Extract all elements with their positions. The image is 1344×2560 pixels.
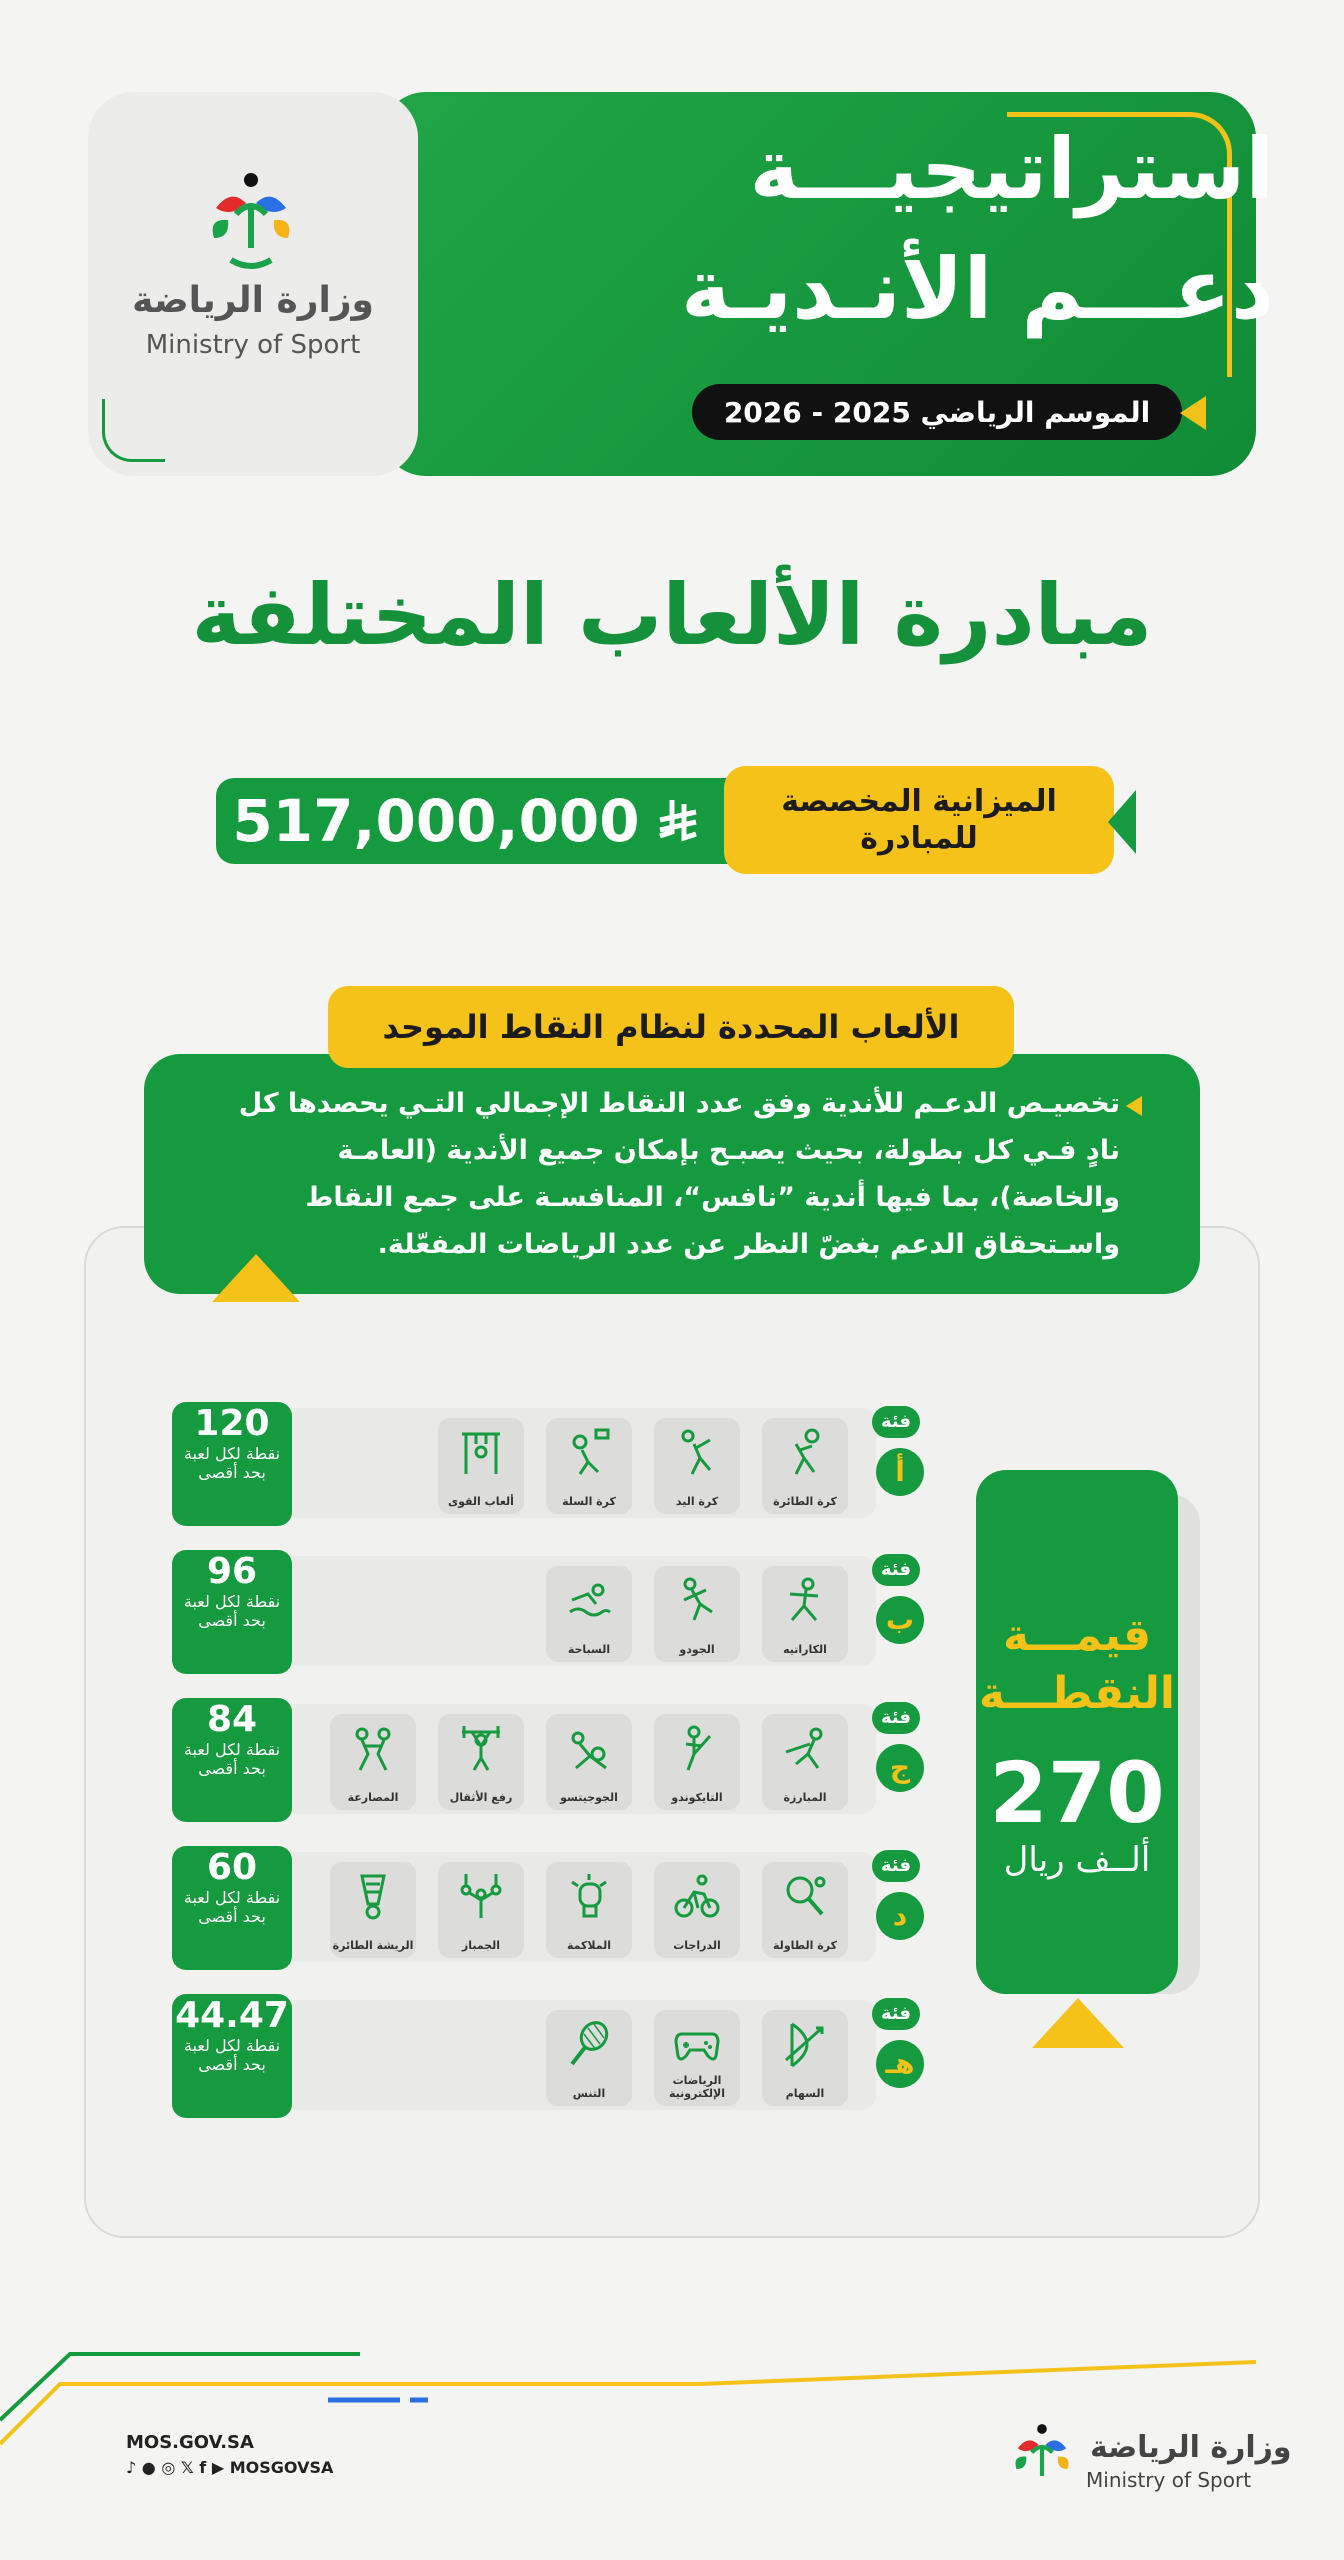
sport-label: كرة الطاولة (773, 1939, 837, 1952)
category-points-box (172, 1846, 292, 1970)
sport-tile (546, 1566, 632, 1662)
sport-tile (438, 1714, 524, 1810)
sport-label: الجمباز (461, 1939, 501, 1952)
riyal-icon (658, 798, 698, 844)
swimming-icon (566, 1576, 612, 1626)
rules-text: تخصيـص الدعـم للأندية وفق عدد النقاط الإجمالي التـي يحصدها كل نادٍ فـي كل بطولة، بحيث يصبـح بإمكان جميع الأندية (العامـة والخاصة)، بما فيها أندية ”نافس“، المنافسـة على جمع النقاط واسـتحقاق الدعم بغضّ النظر عن عدد الرياضات المفعّلة. (238, 1088, 1120, 1260)
sport-label: كرة اليد (675, 1495, 719, 1508)
sport-label: كرة السلة (562, 1495, 616, 1508)
jiujitsu-icon (566, 1724, 612, 1774)
sport-label: الجودو (679, 1643, 715, 1656)
footer-ministry-en: Ministry of Sport (1086, 2468, 1252, 2492)
volleyball-icon (782, 1428, 828, 1478)
sport-label: المبارزة (783, 1791, 827, 1804)
sport-label: المصارعة (347, 1791, 399, 1804)
category-points-text: نقطة لكل لعبة بحد أقصى (183, 2036, 281, 2074)
basketball-icon (566, 1428, 612, 1478)
judo-icon (674, 1576, 720, 1626)
footer-social (126, 2458, 333, 2477)
category-row (172, 1402, 912, 1518)
page-title-line1: استراتيجيـــة (749, 120, 1274, 218)
boxing-icon (566, 1872, 612, 1922)
sport-tile (762, 1862, 848, 1958)
category-points: 96 (206, 1551, 258, 1592)
sport-tile (762, 1714, 848, 1810)
sport-label: رفع الأثقال (449, 1791, 513, 1804)
season-badge: الموسم الرياضي 2025 - 2026 (692, 384, 1182, 440)
point-value-card (976, 1470, 1178, 1994)
point-value: 270 (989, 1744, 1165, 1842)
badminton-icon (350, 1872, 396, 1922)
category-tag: فئة (872, 1998, 920, 2030)
ministry-name-ar: وزارة الرياضة (132, 280, 374, 321)
handball-icon (674, 1428, 720, 1478)
budget-label: الميزانية المخصصة للمبادرة (724, 766, 1114, 874)
esports-icon (674, 2020, 720, 2070)
rules-heading: الألعاب المحددة لنظام النقاط الموحد (328, 986, 1014, 1068)
category-points: 120 (194, 1403, 270, 1444)
category-points: 84 (206, 1699, 258, 1740)
sport-label: كرة الطائرة (773, 1495, 837, 1508)
footer-logo-icon (1004, 2420, 1080, 2496)
category-tag: فئة (872, 1406, 920, 1438)
sport-label: السهام (785, 2087, 825, 2100)
category-tag: فئة (872, 1850, 920, 1882)
category-points: 60 (206, 1847, 258, 1888)
budget-amount: 517,000,000 (232, 787, 640, 855)
category-points-box (172, 1402, 292, 1526)
sport-tile (330, 1862, 416, 1958)
point-label-line2: النقطـــة (979, 1668, 1175, 1719)
sport-tile (654, 1566, 740, 1662)
logo-card-corner (102, 399, 165, 462)
footer-website[interactable]: MOS.GOV.SA (126, 2432, 254, 2453)
sport-label: الريشة الطائرة (332, 1939, 414, 1952)
point-unit: ألــف ريال (1003, 1840, 1151, 1880)
category-row (172, 1550, 915, 1666)
category-letter: د (876, 1892, 924, 1940)
category-points-box (172, 1698, 292, 1822)
category-letter: ج (876, 1744, 924, 1792)
sport-label: التنس (572, 2087, 606, 2100)
rules-bullet-icon (1126, 1096, 1142, 1116)
sport-tile (762, 1566, 848, 1662)
point-label-line1: قيمـــة (1002, 1610, 1152, 1661)
sport-label: الدراجات (673, 1939, 721, 1952)
sport-tile (762, 1418, 848, 1514)
category-letter: أ (876, 1448, 924, 1496)
budget-arrow-icon (1108, 790, 1136, 854)
category-points: 44.47 (175, 1995, 289, 2036)
taekwondo-icon (674, 1724, 720, 1774)
category-points-text: نقطة لكل لعبة بحد أقصى (183, 1740, 281, 1778)
point-pointer-icon (1032, 1998, 1124, 2048)
category-row (172, 1698, 912, 1814)
sport-tile (546, 1714, 632, 1810)
page-title-line2: دعـــم الأنـديـة (680, 240, 1274, 338)
category-points-text: نقطة لكل لعبة بحد أقصى (183, 1888, 281, 1926)
sport-tile (654, 1418, 740, 1514)
sport-label: السباحة (567, 1643, 611, 1656)
sport-tile (330, 1714, 416, 1810)
category-points-text: نقطة لكل لعبة بحد أقصى (183, 1444, 281, 1482)
ministry-logo-icon (196, 168, 306, 276)
sport-tile (438, 1862, 524, 1958)
sport-tile (438, 1418, 524, 1514)
archery-icon (782, 2020, 828, 2070)
karate-icon (782, 1576, 828, 1626)
category-row (172, 1994, 915, 2110)
tennis-icon (566, 2020, 612, 2070)
sport-label: التايكوندو (671, 1791, 723, 1804)
sport-tile (654, 1714, 740, 1810)
sport-tile (654, 2010, 740, 2106)
social-icons: ♪ ● ◎ 𝕏 f ▶ (126, 2458, 230, 2477)
sport-tile (762, 2010, 848, 2106)
sport-label: الكاراتيه (783, 1643, 827, 1656)
footer-ministry-ar: وزارة الرياضة (1090, 2430, 1292, 2465)
sport-label: الرياضات الإلكترونية (669, 2074, 725, 2100)
sport-label: الجوجيتسو (560, 1791, 618, 1804)
category-points-box (172, 1994, 292, 2118)
athletics-icon (458, 1428, 504, 1478)
sport-tile (546, 1418, 632, 1514)
sport-label: ألعاب القوى (448, 1495, 514, 1508)
category-points-box (172, 1550, 292, 1674)
cycling-icon (674, 1872, 720, 1922)
season-arrow-icon (1180, 396, 1206, 430)
ministry-name-en: Ministry of Sport (145, 330, 361, 360)
weightlifting-icon (458, 1724, 504, 1774)
initiative-title: مبادرة الألعاب المختلفة (191, 566, 1153, 664)
sport-label: الملاكمة (566, 1939, 612, 1952)
wrestling-icon (350, 1724, 396, 1774)
table-tennis-icon (782, 1872, 828, 1922)
gymnastics-icon (458, 1872, 504, 1922)
category-tag: فئة (872, 1702, 920, 1734)
sport-tile (546, 1862, 632, 1958)
category-letter: ب (876, 1596, 924, 1644)
category-tag: فئة (872, 1554, 920, 1586)
sport-tile (546, 2010, 632, 2106)
budget-value (230, 778, 700, 864)
footer-social-handle[interactable]: MOSGOVSA (229, 2458, 334, 2477)
fencing-icon (782, 1724, 828, 1774)
sport-tile (654, 1862, 740, 1958)
category-letter: هـ (876, 2040, 924, 2088)
category-points-text: نقطة لكل لعبة بحد أقصى (183, 1592, 281, 1630)
category-row (172, 1846, 912, 1962)
